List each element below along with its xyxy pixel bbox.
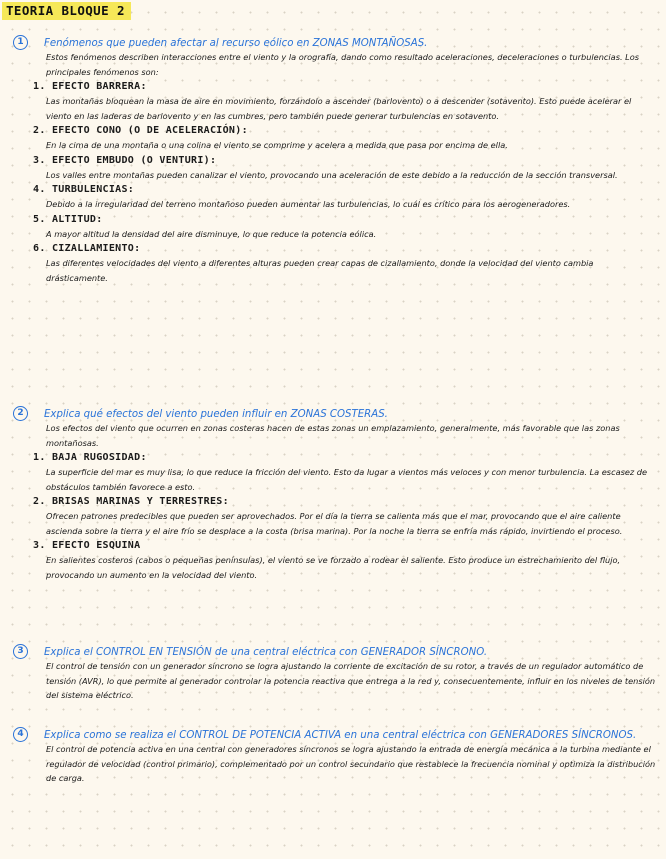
question-text: Explica el CONTROL EN TENSIÓN de una central eléctrica con GENERADOR SÍNCRONO. bbox=[44, 647, 488, 658]
item-heading: 4. TURBULENCIAS: bbox=[33, 184, 135, 195]
intro-text: Los efectos del viento que ocurren en zonas costeras hacen de estas zonas un emplazamiento, generalmente, más favorable que las zonas montañosas. bbox=[46, 423, 620, 448]
question-text: Explica qué efectos del viento pueden influir en ZONAS COSTERAS. bbox=[44, 409, 388, 420]
item-text: Debido a la irregularidad del terreno montañoso pueden aumentar las turbulencias, lo cuál es crítico para los aerogeneradores. bbox=[46, 199, 571, 209]
section-2 bbox=[0, 408, 666, 582]
item-heading: 2. EFECTO CONO (O DE ACELERACIÓN): bbox=[33, 125, 248, 136]
item-heading: 5. ALTITUD: bbox=[33, 213, 103, 225]
page-title: TEORIA BLOQUE 2 bbox=[2, 2, 131, 20]
answer-text: El control de potencia activa en una central con generadores síncronos se logra ajustando la entrada de energía mecánica a la turbina mediante el regulador de velocidad (control primario), complementado por un control secundario que restablece la frecuencia nominal y optimiza la distribución de carga. bbox=[46, 744, 656, 783]
question-2 bbox=[0, 408, 666, 421]
answer-text: El control de tensión con un generador síncrono se logra ajustando la corriente de excitación de su rotor, a través de un regulador automático de tensión (AVR), lo que permite al generador controlar la potencia reactiva que entrega a la red y, consecuentemente, influir en los niveles de tensión del sistema eléctrico. bbox=[46, 661, 656, 700]
section-4 bbox=[0, 729, 666, 786]
question-number: 2 bbox=[13, 406, 28, 421]
question-number: 3 bbox=[13, 644, 28, 659]
item-heading: 1. EFECTO BARRERA: bbox=[33, 81, 147, 92]
question-4 bbox=[0, 729, 666, 742]
item-heading: 3. EFECTO ESQUINA bbox=[33, 540, 141, 551]
item-text: Ofrecen patrones predecibles que pueden ser aprovechados. Por el día la tierra se calienta más que el mar, provocando que el aire caliente ascienda sobre la tierra y el aire frío se desplace a la costa (brisa marina). Por la noche la tierra se enfría más rápido, invirtiendo el proceso. bbox=[46, 511, 623, 536]
item-heading: 6. CIZALLAMIENTO: bbox=[33, 243, 141, 254]
item-text: Las montañas bloquean la masa de aire en movimiento, forzándolo a ascender (barlovento) o a descender (sotavento). Esto puede acelerar el viento en las laderas de barlovento y en las cumbres, pero también puede generar turbulencias en sotavento. bbox=[46, 96, 632, 121]
section-3 bbox=[0, 646, 666, 703]
question-1 bbox=[0, 37, 666, 50]
item-heading: 3. EFECTO EMBUDO (O VENTURI): bbox=[33, 154, 217, 166]
item-text: Las diferentes velocidades del viento a diferentes alturas pueden crear capas de cizallamiento, donde la velocidad del viento cambia drásticamente. bbox=[46, 258, 594, 283]
item-text: En salientes costeros (cabos o pequeñas penínsulas), el viento se ve forzado a rodear el saliente. Esto produce un estrechamiento del flujo, provocando un aumento en la velocidad del viento. bbox=[46, 555, 621, 580]
item-text: A mayor altitud la densidad del aire disminuye, lo que reduce la potencia eólica. bbox=[46, 228, 377, 239]
section-1 bbox=[0, 37, 666, 285]
question-number: 1 bbox=[13, 35, 28, 50]
item-text: Los valles entre montañas pueden canalizar el viento, provocando una aceleración de este debido a la reducción de la sección transversal. bbox=[46, 169, 618, 180]
item-heading: 1. BAJA RUGOSIDAD: bbox=[33, 452, 147, 463]
question-text: Fenómenos que pueden afectar al recurso eólico en ZONAS MONTAÑOSAS. bbox=[44, 38, 428, 49]
item-text: En la cima de una montaña o una colina el viento se comprime y acelera a medida que pasa por encima de ella. bbox=[46, 140, 508, 150]
question-number: 4 bbox=[13, 727, 28, 742]
intro-text: Estos fenómenos describen interacciones entre el viento y la orografía, dando como resultado aceleraciones, deceleraciones o turbulencias. Los principales fenómenos son: bbox=[46, 52, 640, 77]
question-text: Explica como se realiza el CONTROL DE POTENCIA ACTIVA en una central eléctrica con GENERADORES SÍNCRONOS. bbox=[44, 730, 637, 741]
question-3 bbox=[0, 646, 666, 659]
item-text: La superficie del mar es muy lisa, lo que reduce la fricción del viento. Esto da lugar a vientos más veloces y con menor turbulencia. La escasez de obstáculos también favorece a esto. bbox=[46, 467, 648, 492]
item-heading: 2. BRISAS MARINAS Y TERRESTRES: bbox=[33, 496, 229, 507]
